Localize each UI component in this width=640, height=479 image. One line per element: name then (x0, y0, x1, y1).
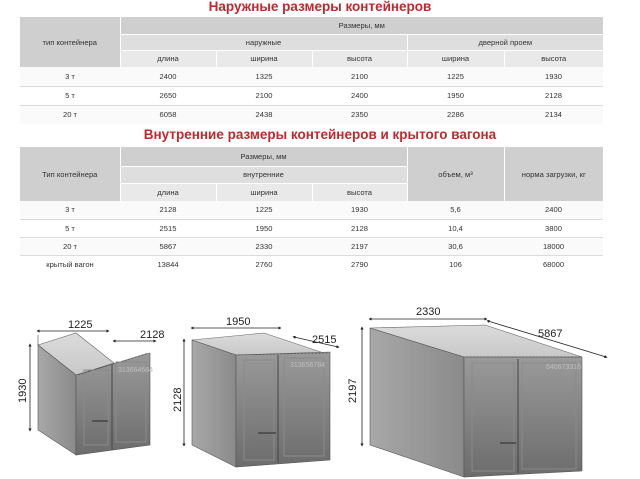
cell: 2197 (312, 237, 407, 255)
container-20t-drawing (347, 306, 606, 477)
cell: 2286 (407, 105, 504, 124)
width-label: 1950 (226, 316, 251, 328)
cell: 18000 (504, 237, 603, 255)
height-label: 1930 (17, 378, 29, 403)
outer-dimensions-table (20, 17, 603, 124)
inner-dimensions-title: Внутренние размеры контейнеров и крытого вагона (143, 127, 497, 142)
depth-label: 2128 (140, 329, 165, 341)
table-row (20, 67, 603, 86)
container-3t-drawing (17, 319, 164, 455)
cell: 5867 (120, 237, 216, 255)
outer-dimensions-title: Наружные размеры контейнеров (208, 0, 432, 14)
inner-dimensions-table (20, 147, 603, 273)
table-row (20, 201, 603, 219)
cell: 2350 (312, 105, 407, 124)
header-type: тип контейнера (20, 17, 120, 67)
column-header: ширина (407, 50, 504, 67)
table-row (20, 105, 603, 124)
container-drawings (0, 295, 640, 479)
cell: 2515 (120, 219, 216, 237)
row-type: 3 т (65, 205, 75, 215)
cell: 2128 (159, 205, 177, 215)
table-row (20, 255, 603, 273)
cell: 1225 (447, 71, 464, 81)
column-header: ширина (216, 50, 312, 67)
cell: 5,6 (450, 205, 461, 215)
header-outer: наружные (120, 34, 407, 50)
cell: 2400 (545, 205, 562, 215)
cell: 2438 (216, 105, 312, 124)
cell: 1930 (351, 205, 368, 215)
cell: 2400 (312, 86, 407, 105)
row-type: 3 т (65, 71, 75, 81)
depth-label: 5867 (538, 328, 563, 340)
row-type: крытый вагон (20, 255, 120, 273)
cell: 1325 (255, 71, 273, 81)
column-header: высота (312, 50, 407, 67)
column-header: высота (504, 50, 603, 67)
cell: 2790 (312, 255, 407, 273)
cell: 2400 (159, 71, 177, 81)
cell: 1950 (216, 219, 312, 237)
column-header: высота (312, 183, 407, 201)
table-row (20, 219, 603, 237)
width-label: 1225 (68, 319, 93, 331)
table-row (20, 237, 603, 255)
serial-label: 313656784 (290, 362, 326, 369)
cell: 2330 (216, 237, 312, 255)
container-5t-drawing (172, 316, 338, 467)
table-row (20, 86, 603, 105)
cell: 6058 (120, 105, 216, 124)
header-inner: внутренние (120, 166, 407, 183)
header-sizes: Размеры, мм (120, 147, 407, 166)
height-label: 2197 (347, 378, 359, 403)
height-label: 2128 (172, 387, 184, 412)
cell: 2100 (216, 86, 312, 105)
header-sizes: Размеры, мм (120, 17, 603, 34)
cell: 30,6 (407, 237, 504, 255)
width-label: 2330 (416, 306, 441, 318)
cell: 2128 (504, 86, 603, 105)
column-header: ширина (216, 183, 312, 201)
header-load: норма загрузки, кг (504, 147, 603, 201)
cell: 1930 (545, 71, 562, 81)
cell: 2134 (504, 105, 603, 124)
cell: 1950 (407, 86, 504, 105)
serial-label: 640673316 (546, 364, 582, 371)
column-header: длина (120, 50, 216, 67)
header-type: Тип контейнера (20, 147, 120, 201)
cell: 2760 (216, 255, 312, 273)
header-door: дверной проем (407, 34, 603, 50)
serial-label: 313664684 (118, 367, 154, 374)
row-type: 5 т (20, 219, 120, 237)
cell: 68000 (504, 255, 603, 273)
cell: 1225 (255, 205, 273, 215)
column-header: длина (120, 183, 216, 201)
depth-label: 2515 (312, 334, 337, 346)
row-type: 20 т (20, 237, 120, 255)
cell: 2128 (312, 219, 407, 237)
row-type: 5 т (20, 86, 120, 105)
header-volume: объем, м³ (407, 147, 504, 201)
cell: 13844 (120, 255, 216, 273)
cell: 3800 (504, 219, 603, 237)
cell: 106 (407, 255, 504, 273)
row-type: 20 т (20, 105, 120, 124)
cell: 10,4 (407, 219, 504, 237)
cell: 2650 (120, 86, 216, 105)
cell: 2100 (351, 71, 368, 81)
